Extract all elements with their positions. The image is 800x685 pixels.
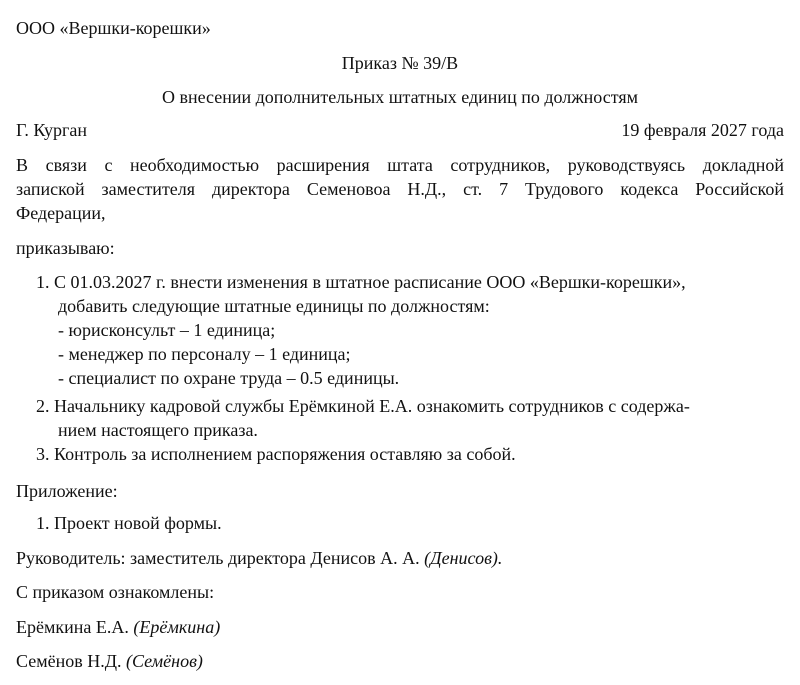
person-signature: (Семёнов) (126, 651, 203, 671)
person-signature: (Ерёмкина) (133, 617, 221, 637)
company-name: ООО «Вершки-корешки» (16, 18, 211, 38)
list-item-text: С 01.03.2027 г. внести изменения в штатное расписание ООО «Вершки-корешки», (54, 272, 686, 292)
list-item (36, 270, 784, 294)
preamble-line: Федерации, (16, 203, 106, 223)
acquainted-label: С приказом ознакомлены: (16, 582, 215, 602)
acquainted-person (16, 615, 784, 639)
city: Г. Курган (16, 120, 88, 140)
appendix-item-number: 1. (36, 513, 50, 533)
preamble-line: запиской заместителя директора Семеновоа Н.Д., ст. 7 Трудового кодекса Российской (16, 179, 784, 199)
list-item-continuation: нием настоящего приказа. (58, 420, 258, 440)
preamble-line: В связи с необходимостью расширения штата сотрудников, руководствуясь докладной (16, 155, 784, 175)
person-name: Ерёмкина Е.А. (16, 617, 129, 637)
place-date-row (16, 118, 784, 142)
list-item-number: 3. (36, 444, 50, 464)
appendix-item-text: Проект новой формы. (54, 513, 222, 533)
order-date: 19 февраля 2027 года (621, 120, 784, 140)
acquainted-person (16, 649, 784, 673)
appendix-label: Приложение: (16, 481, 118, 501)
order-document (16, 0, 784, 685)
head-signature-line (16, 546, 784, 570)
list-subitem: - менеджер по персоналу – 1 единица; (58, 344, 351, 364)
list-item-text: Начальнику кадровой службы Ерёмкиной Е.А. ознакомить сотрудников с содержа- (54, 396, 690, 416)
head-label: Руководитель: заместитель директора Денисов А. А. (16, 548, 420, 568)
order-word: приказываю: (16, 238, 115, 258)
list-item (36, 394, 784, 418)
head-signature: (Денисов). (424, 548, 503, 568)
appendix-item (36, 511, 784, 535)
list-subitem: - юрисконсульт – 1 единица; (58, 320, 276, 340)
order-subject: О внесении дополнительных штатных единиц по должностям (161, 87, 639, 107)
order-title: Приказ № 39/В (341, 53, 459, 73)
list-item (36, 442, 784, 466)
list-item-continuation: добавить следующие штатные единицы по должностям: (58, 296, 490, 316)
list-subitem: - специалист по охране труда – 0.5 единицы. (58, 368, 400, 388)
list-item-number: 2. (36, 396, 50, 416)
person-name: Семёнов Н.Д. (16, 651, 122, 671)
list-item-number: 1. (36, 272, 50, 292)
list-item-text: Контроль за исполнением распоряжения оставляю за собой. (54, 444, 516, 464)
